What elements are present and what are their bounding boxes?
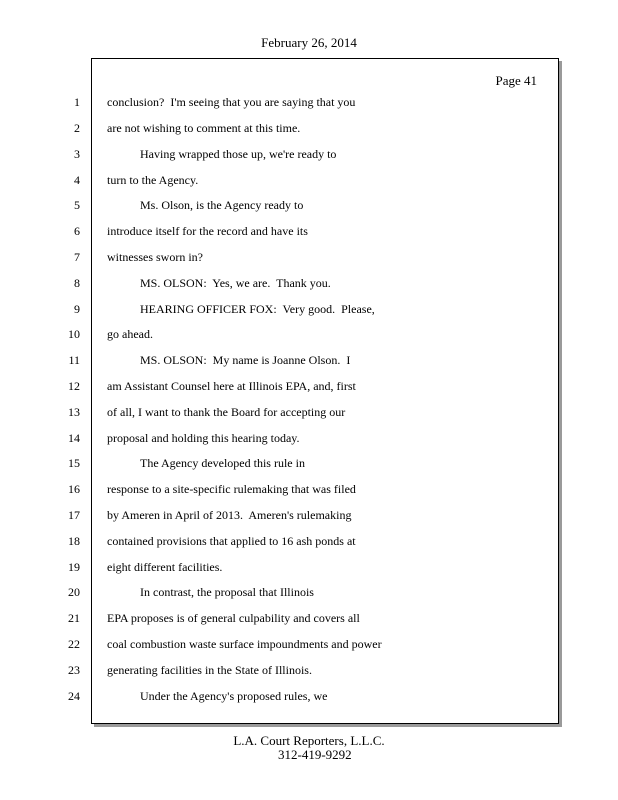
line-number: 17	[68, 508, 80, 522]
line-number: 7	[74, 250, 80, 264]
transcript-line: Having wrapped those up, we're ready to	[140, 147, 337, 161]
transcript-line: witnesses sworn in?	[107, 250, 203, 264]
transcript-line: generating facilities in the State of Illinois.	[107, 663, 312, 677]
transcript-line: response to a site-specific rulemaking that was filed	[107, 482, 356, 496]
transcript-line: by Ameren in April of 2013. Ameren's rulemaking	[107, 508, 352, 522]
line-number: 19	[68, 560, 80, 574]
transcript-line: HEARING OFFICER FOX: Very good. Please,	[140, 302, 375, 316]
line-number: 2	[74, 121, 80, 135]
transcript-line: In contrast, the proposal that Illinois	[140, 585, 314, 599]
transcript-line: coal combustion waste surface impoundments and power	[107, 637, 382, 651]
transcript-line: contained provisions that applied to 16 ash ponds at	[107, 534, 356, 548]
line-number: 15	[68, 456, 80, 470]
transcript-line: go ahead.	[107, 327, 153, 341]
line-number: 20	[68, 585, 80, 599]
line-number: 23	[68, 663, 80, 677]
transcript-line: proposal and holding this hearing today.	[107, 431, 300, 445]
transcript-line: are not wishing to comment at this time.	[107, 121, 301, 135]
line-number: 4	[74, 173, 80, 187]
line-number: 9	[74, 302, 80, 316]
page-number: Page 41	[495, 73, 537, 88]
transcript-line: of all, I want to thank the Board for accepting our	[107, 405, 346, 419]
transcript-line: Under the Agency's proposed rules, we	[140, 689, 328, 703]
line-number: 24	[68, 689, 80, 703]
footer-phone: 312-419-9292	[278, 747, 352, 762]
transcript-line: eight different facilities.	[107, 560, 223, 574]
line-number: 16	[68, 482, 80, 496]
header-date: February 26, 2014	[261, 35, 357, 50]
transcript-line: The Agency developed this rule in	[140, 456, 305, 470]
line-number: 3	[74, 147, 80, 161]
transcript-line: turn to the Agency.	[107, 173, 199, 187]
line-number: 21	[68, 611, 80, 625]
transcript-line: EPA proposes is of general culpability and covers all	[107, 611, 360, 625]
line-number: 11	[68, 353, 80, 367]
line-number: 10	[68, 327, 80, 341]
line-number: 18	[68, 534, 80, 548]
line-number: 1	[74, 95, 80, 109]
transcript-line: MS. OLSON: Yes, we are. Thank you.	[140, 276, 331, 290]
line-number: 14	[68, 431, 80, 445]
line-number: 13	[68, 405, 80, 419]
line-number: 12	[68, 379, 80, 393]
transcript-line: am Assistant Counsel here at Illinois EPA, and, first	[107, 379, 356, 393]
line-number: 6	[74, 224, 80, 238]
footer-company: L.A. Court Reporters, L.L.C.	[233, 733, 385, 748]
line-number: 8	[74, 276, 80, 290]
transcript-line: conclusion? I'm seeing that you are saying that you	[107, 95, 356, 109]
transcript-line: Ms. Olson, is the Agency ready to	[140, 198, 304, 212]
line-number: 5	[74, 198, 80, 212]
line-number: 22	[68, 637, 80, 651]
transcript-line: introduce itself for the record and have its	[107, 224, 308, 238]
transcript-line: MS. OLSON: My name is Joanne Olson. I	[140, 353, 351, 367]
